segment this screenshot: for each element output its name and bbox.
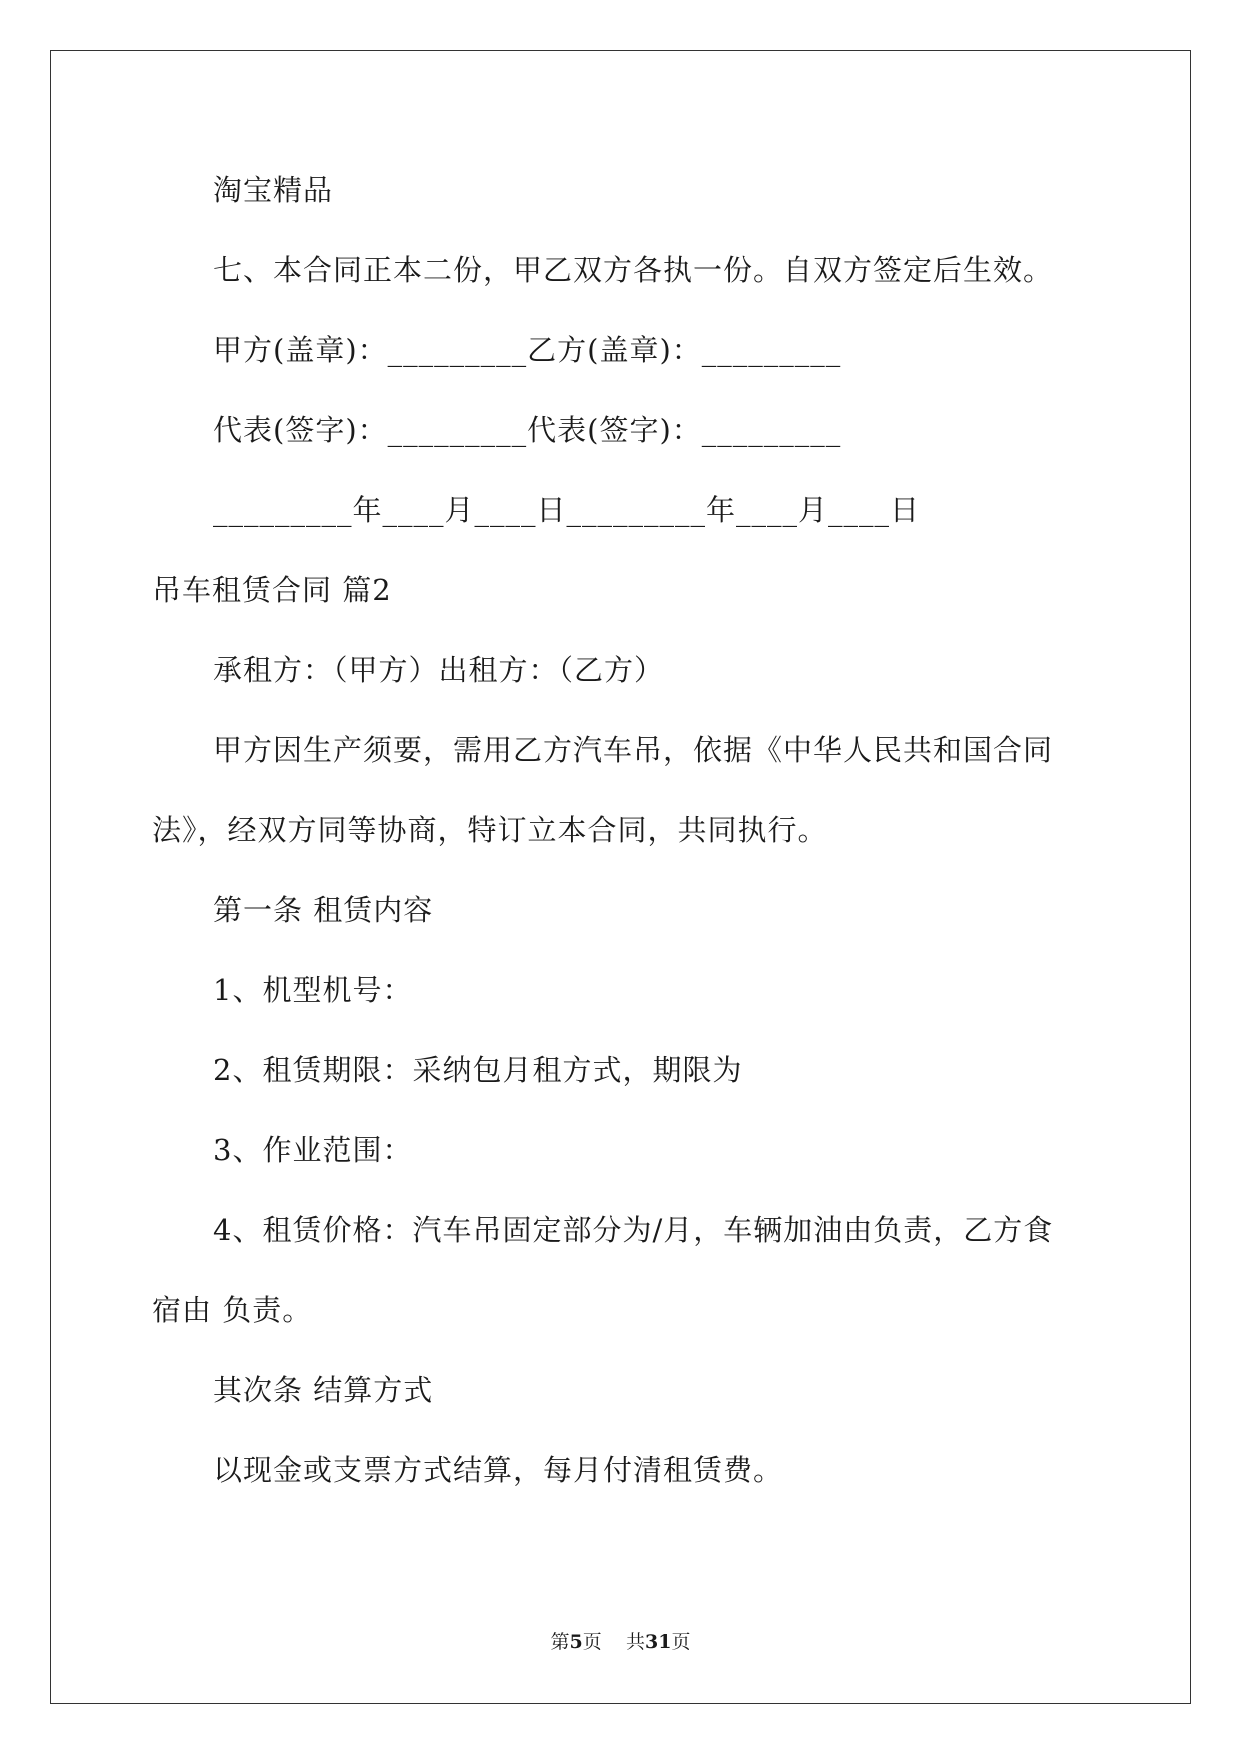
text-line-3: 甲方(盖章)：_________乙方(盖章)：_________ xyxy=(213,333,842,367)
text-line-4: 代表(签字)：_________代表(签字)：_________ xyxy=(213,413,842,447)
text-line-12: 2、租赁期限：采纳包月租方式，期限为 xyxy=(213,1053,743,1087)
text-line-8: 甲方因生产须要，需用乙方汽车吊，依据《中华人民共和国合同 xyxy=(213,733,1054,767)
current-page-number: 5 xyxy=(569,1631,583,1653)
text-line-11: 1、机型机号： xyxy=(213,973,413,1007)
total-page-number: 31 xyxy=(644,1631,672,1653)
text-line-1: 淘宝精品 xyxy=(213,173,334,207)
text-line-10: 第一条 租赁内容 xyxy=(213,893,434,927)
footer-total-prefix: 共 xyxy=(625,1631,645,1653)
text-line-16: 其次条 结算方式 xyxy=(213,1373,434,1407)
text-line-5: _________年____月____日_________年____月____日 xyxy=(213,493,921,527)
footer-total-suffix: 页 xyxy=(671,1631,691,1653)
footer-prefix: 第 xyxy=(550,1631,570,1653)
text-line-2: 七、本合同正本二份，甲乙双方各执一份。自双方签定后生效。 xyxy=(213,253,1054,287)
text-line-7: 承租方：（甲方）出租方：（乙方） xyxy=(213,653,665,687)
page-footer xyxy=(0,1630,1241,1654)
text-line-15: 宿由 负责。 xyxy=(152,1293,313,1327)
footer-page-word: 页 xyxy=(582,1631,602,1653)
text-line-9: 法》，经双方同等协商，特订立本合同，共同执行。 xyxy=(152,813,828,847)
text-line-14: 4、租赁价格：汽车吊固定部分为/月，车辆加油由负责，乙方食 xyxy=(213,1213,1054,1247)
text-line-13: 3、作业范围： xyxy=(213,1133,413,1167)
text-line-17: 以现金或支票方式结算，每月付清租赁费。 xyxy=(213,1453,784,1487)
section-heading: 吊车租赁合同 篇2 xyxy=(152,573,392,607)
